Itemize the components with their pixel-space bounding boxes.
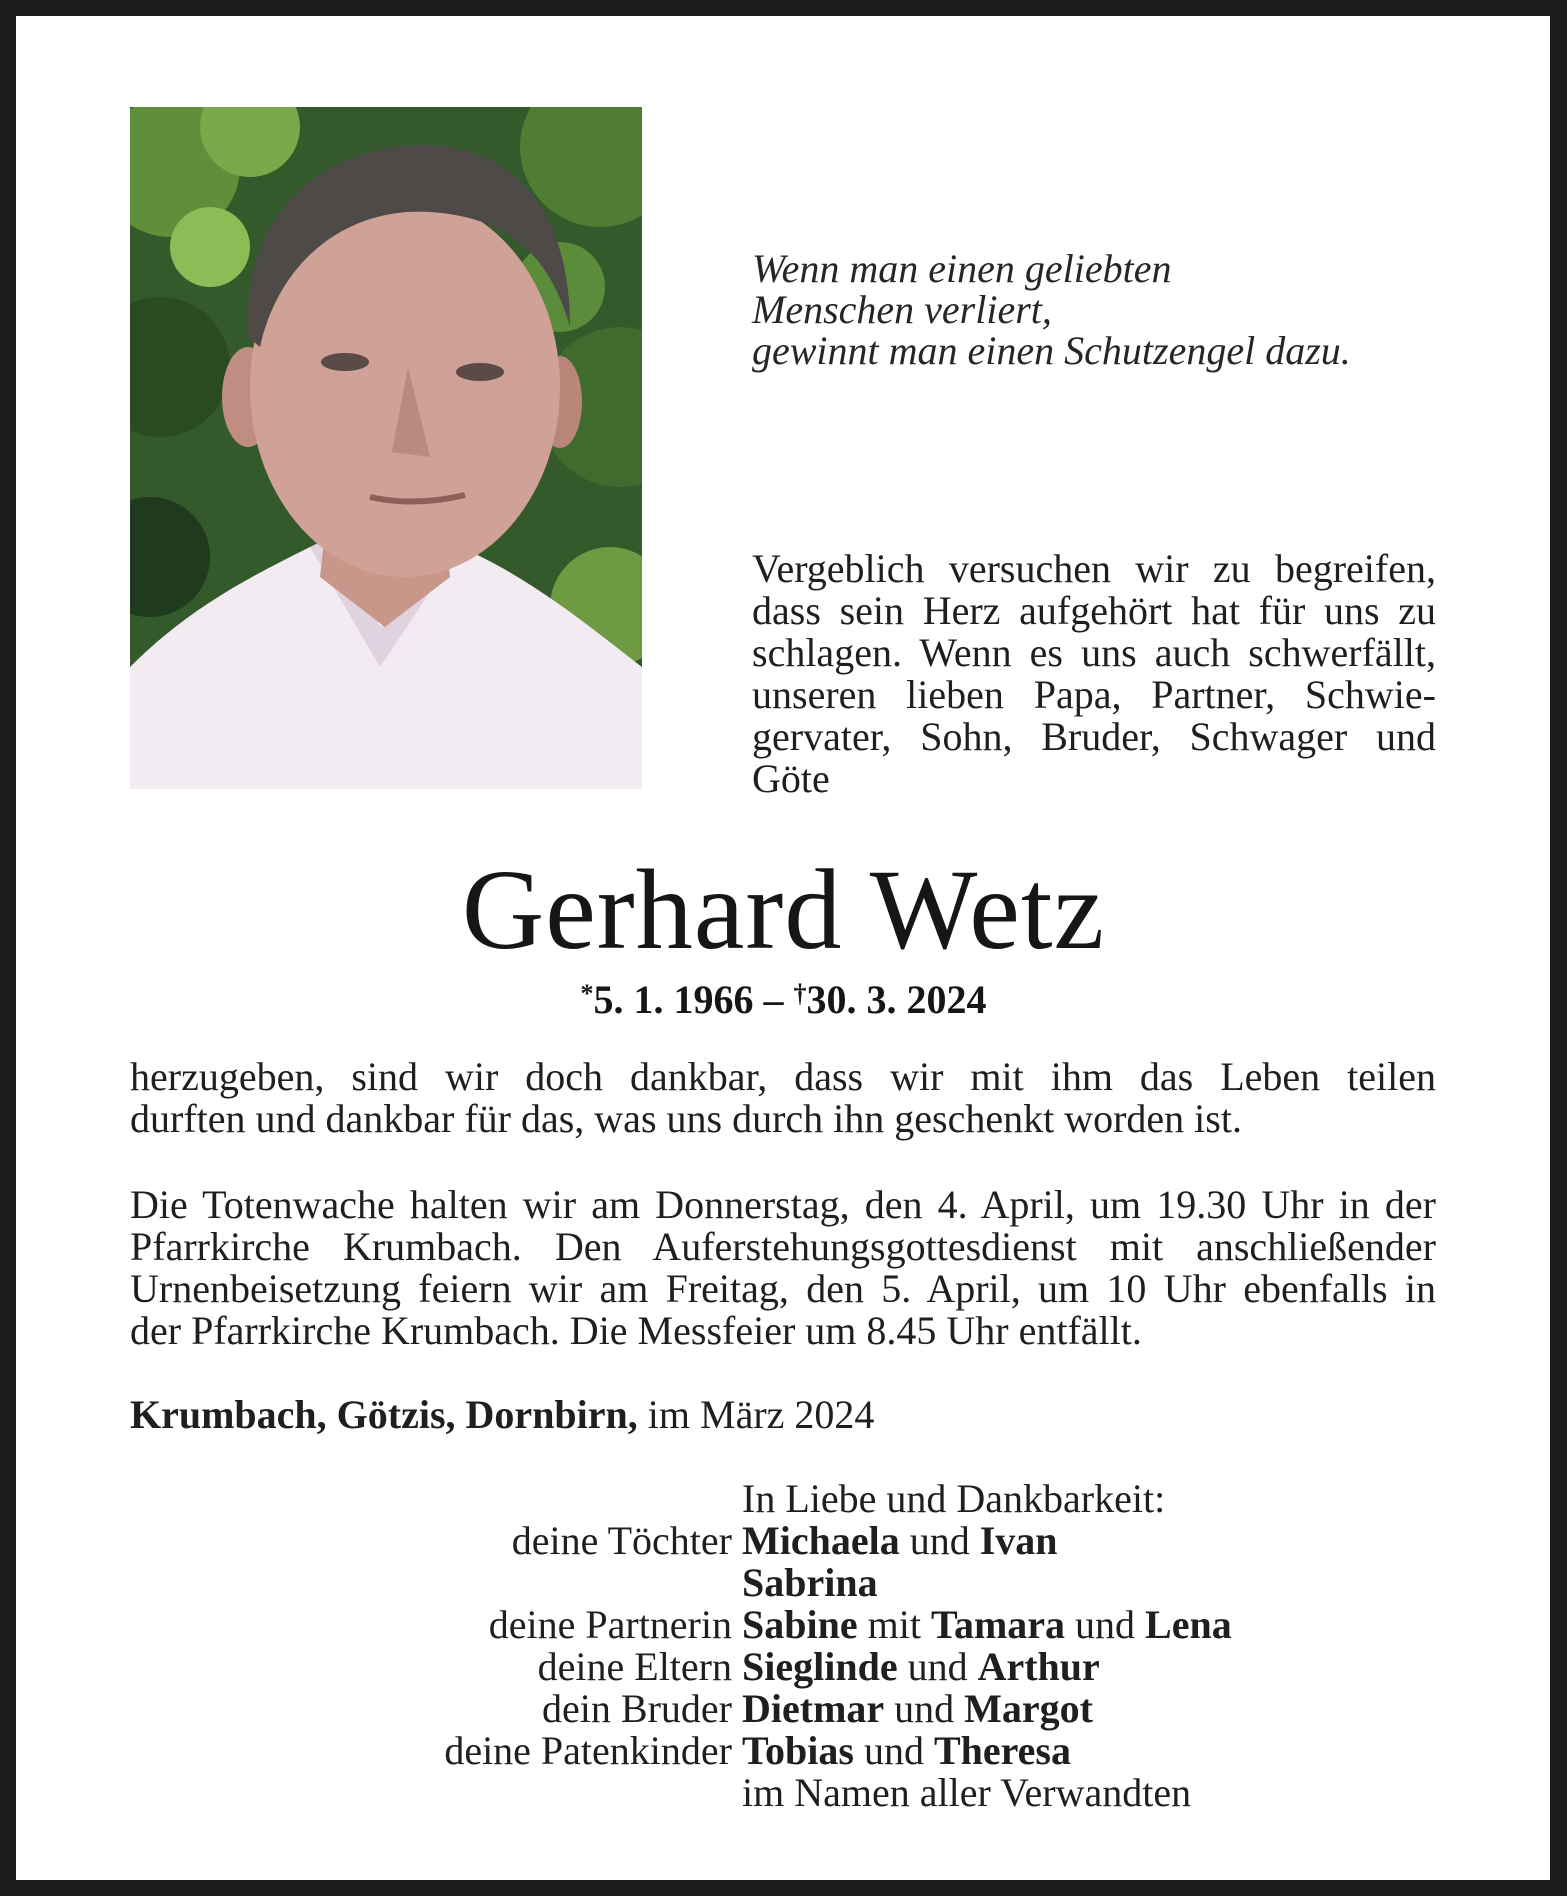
mourner-relation: deine Partnerin [488, 1602, 732, 1647]
mourner-relation: deine Patenkinder [444, 1728, 732, 1773]
quote-line: gewinnt man einen Schutzengel dazu. [752, 328, 1351, 373]
paragraph-line: durften und dankbar für das, was uns durch ihn geschenkt worden ist. [130, 1096, 1242, 1141]
mourner-row [130, 1562, 1450, 1604]
mourner-name: Arthur [977, 1644, 1100, 1689]
closing-text: In Liebe und Dankbarkeit: [742, 1476, 1166, 1521]
death-date: 30. 3. 2024 [806, 977, 987, 1022]
paragraph-line: Die Totenwache halten wir am Donnerstag, den 4. April, um 19.30 Uhr in der [130, 1182, 1436, 1227]
mourner-name: Ivan [979, 1518, 1058, 1563]
paragraph-gratitude [130, 1056, 1436, 1140]
mourner-name: Michaela [742, 1518, 900, 1563]
birth-symbol: * [580, 979, 594, 1008]
paragraph-line: Pfarrkirche Krumbach. Den Auferstehungsgottesdienst mit anschließender [130, 1224, 1436, 1269]
mourner-relation: dein Bruder [542, 1686, 732, 1731]
mourner-name: Lena [1145, 1602, 1232, 1647]
quote-line: Wenn man einen geliebten [752, 246, 1172, 291]
mourner-row: dein Bruder Dietmar und Margot [130, 1688, 1450, 1730]
intro-line: Vergeblich versuchen wir zu begreifen, [752, 546, 1436, 591]
mourner-relation: deine Eltern [537, 1644, 732, 1689]
portrait-icon [130, 107, 642, 789]
paragraph-line: herzugeben, sind wir doch dankbar, dass wir mit ihm das Leben teilen [130, 1054, 1436, 1099]
place-month: im März 2024 [637, 1392, 875, 1437]
mourner-name: Theresa [933, 1728, 1071, 1773]
paragraph-line: der Pfarrkirche Krumbach. Die Messfeier um 8.45 Uhr entfällt. [130, 1308, 1142, 1353]
intro-paragraph [752, 548, 1436, 800]
mourner-row: deine Eltern Sieglinde und Arthur [130, 1646, 1450, 1688]
mourner-name: Sieglinde [742, 1644, 898, 1689]
final-row [130, 1772, 1450, 1814]
intro-line: gervater, Sohn, Bruder, Schwager und [752, 714, 1436, 759]
intro-line: dass sein Herz aufgehört hat für uns zu [752, 588, 1436, 633]
paragraph-line: Urnenbeisetzung feiern wir am Freitag, den 5. April, um 10 Uhr ebenfalls in [130, 1266, 1436, 1311]
closing-row [130, 1478, 1450, 1520]
mourner-name: Tobias [742, 1728, 854, 1773]
mourner-row: deine Töchter Michaela und Ivan [130, 1520, 1450, 1562]
intro-line: Göte [752, 756, 830, 801]
mourner-relation: deine Töchter [511, 1518, 732, 1563]
intro-line: schlagen. Wenn es uns auch schwerfällt, [752, 630, 1436, 675]
place-date [130, 1394, 1436, 1436]
mourners-block [130, 1478, 1450, 1814]
mourner-name: Sabine [742, 1602, 858, 1647]
mourner-name: Tamara [930, 1602, 1066, 1647]
birth-date: 5. 1. 1966 [593, 977, 754, 1022]
deceased-name: Gerhard Wetz [461, 846, 1106, 973]
life-dates [0, 975, 1567, 1025]
mourner-name: Sabrina [742, 1560, 878, 1605]
date-separator: – [753, 977, 794, 1022]
quote [752, 248, 1452, 371]
paragraph-funeral-info [130, 1184, 1436, 1352]
place-towns: Krumbach, Götzis, Dornbirn, [130, 1392, 638, 1437]
death-symbol: † [793, 979, 807, 1008]
final-line: im Namen aller Verwandten [742, 1770, 1192, 1815]
mourner-row: deine Partnerin Sabine mit Tamara und Lena [130, 1604, 1450, 1646]
mourner-name: Dietmar [742, 1686, 885, 1731]
mourner-relation [130, 1562, 742, 1604]
mourner-name: Margot [964, 1686, 1093, 1731]
portrait-photo [130, 107, 642, 789]
intro-line: unseren lieben Papa, Partner, Schwie- [752, 672, 1436, 717]
quote-line: Menschen verliert, [752, 287, 1052, 332]
mourner-row: deine Patenkinder Tobias und Theresa [130, 1730, 1450, 1772]
